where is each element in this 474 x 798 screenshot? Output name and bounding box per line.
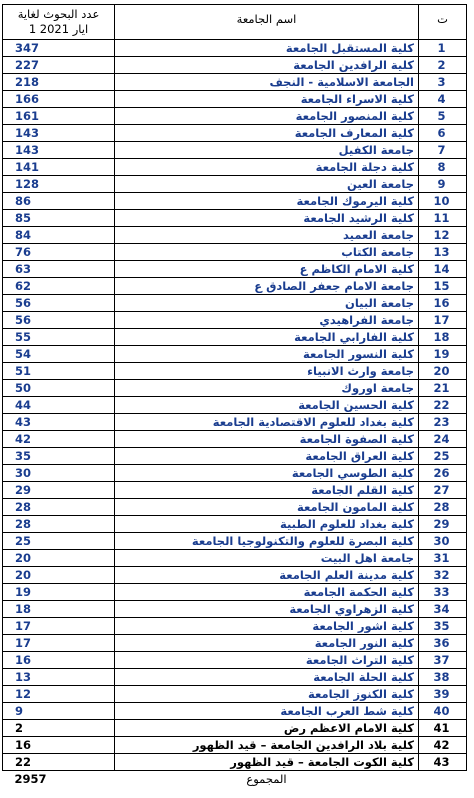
research-count-cell: 54	[3, 346, 115, 363]
table-row	[3, 737, 467, 754]
university-name-cell: كلية مدينة العلم الجامعة	[115, 567, 419, 584]
university-name-cell: الجامعة الاسلامية - النجف	[115, 74, 419, 91]
research-count-cell: 29	[3, 482, 115, 499]
research-count-cell: 62	[3, 278, 115, 295]
university-name-cell: كلية المنصور الجامعة	[115, 108, 419, 125]
university-name-cell: جامعة الفراهيدي	[115, 312, 419, 329]
serial-number-cell: 1	[419, 40, 467, 57]
research-count-cell: 84	[3, 227, 115, 244]
university-name-cell: كلية النسور الجامعة	[115, 346, 419, 363]
university-name-cell: كلية دجلة الجامعة	[115, 159, 419, 176]
serial-number-cell: 32	[419, 567, 467, 584]
table-row	[3, 652, 467, 669]
table-row	[3, 414, 467, 431]
research-count-cell: 22	[3, 754, 115, 771]
serial-number-cell: 35	[419, 618, 467, 635]
university-name-cell: كلية العراق الجامعة	[115, 448, 419, 465]
university-name-cell: جامعة الكفيل	[115, 142, 419, 159]
university-name-cell: كلية اشور الجامعة	[115, 618, 419, 635]
total-empty-cell	[419, 771, 467, 788]
serial-number-cell: 29	[419, 516, 467, 533]
table-row	[3, 686, 467, 703]
serial-number-cell: 26	[419, 465, 467, 482]
university-name-cell: كلية الزهراوي الجامعة	[115, 601, 419, 618]
serial-number-cell: 13	[419, 244, 467, 261]
table-row	[3, 346, 467, 363]
serial-number-cell: 31	[419, 550, 467, 567]
university-name-cell: كلية الكنوز الجامعة	[115, 686, 419, 703]
table-row	[3, 210, 467, 227]
serial-number-cell: 16	[419, 295, 467, 312]
table-row	[3, 329, 467, 346]
research-count-cell: 143	[3, 142, 115, 159]
serial-number-cell: 10	[419, 193, 467, 210]
table-row	[3, 261, 467, 278]
research-count-cell: 35	[3, 448, 115, 465]
research-count-cell: 18	[3, 601, 115, 618]
university-name-cell: كلية بغداد للعلوم الطبية	[115, 516, 419, 533]
table-row	[3, 380, 467, 397]
serial-number-cell: 3	[419, 74, 467, 91]
table-row	[3, 601, 467, 618]
university-name-cell: جامعة اوروك	[115, 380, 419, 397]
serial-number-cell: 23	[419, 414, 467, 431]
university-name-cell: كلية بلاد الرافدين الجامعة – قيد الظهور	[115, 737, 419, 754]
serial-number-cell: 27	[419, 482, 467, 499]
table-row	[3, 720, 467, 737]
table-row	[3, 635, 467, 652]
table-row	[3, 295, 467, 312]
serial-number-cell: 11	[419, 210, 467, 227]
research-count-cell: 17	[3, 618, 115, 635]
table-row	[3, 465, 467, 482]
serial-number-cell: 6	[419, 125, 467, 142]
serial-number-cell: 33	[419, 584, 467, 601]
table-row	[3, 669, 467, 686]
header-count-line2: 1 ايار 2021	[28, 22, 89, 36]
research-count-cell: 20	[3, 550, 115, 567]
table-row	[3, 363, 467, 380]
table-row	[3, 431, 467, 448]
research-count-cell: 56	[3, 295, 115, 312]
university-name-cell: كلية القلم الجامعة	[115, 482, 419, 499]
serial-number-cell: 18	[419, 329, 467, 346]
university-name-cell: جامعة اهل البيت	[115, 550, 419, 567]
serial-number-cell: 22	[419, 397, 467, 414]
total-label: المجموع	[246, 772, 287, 786]
university-name-cell: كلية بغداد للعلوم الاقتصادية الجامعة	[115, 414, 419, 431]
university-name-cell: كلية النور الجامعة	[115, 635, 419, 652]
header-research-count	[3, 5, 115, 40]
research-count-cell: 19	[3, 584, 115, 601]
table-row	[3, 74, 467, 91]
research-count-cell: 227	[3, 57, 115, 74]
serial-number-cell: 8	[419, 159, 467, 176]
table-row	[3, 533, 467, 550]
table-row	[3, 703, 467, 720]
table-row	[3, 397, 467, 414]
header-count-line1: عدد البحوث لغاية	[17, 7, 100, 21]
research-count-cell: 42	[3, 431, 115, 448]
serial-number-cell: 36	[419, 635, 467, 652]
university-name-cell: جامعة العين	[115, 176, 419, 193]
header-university-name: اسم الجامعة	[115, 5, 419, 40]
research-count-cell: 55	[3, 329, 115, 346]
table-row	[3, 91, 467, 108]
university-name-cell: كلية الصفوة الجامعة	[115, 431, 419, 448]
research-count-cell: 28	[3, 516, 115, 533]
university-name-cell: كلية المعارف الجامعة	[115, 125, 419, 142]
research-count-cell: 161	[3, 108, 115, 125]
table-row	[3, 57, 467, 74]
research-count-cell: 30	[3, 465, 115, 482]
table-row	[3, 159, 467, 176]
research-count-cell: 128	[3, 176, 115, 193]
serial-number-cell: 37	[419, 652, 467, 669]
table-row	[3, 448, 467, 465]
serial-number-cell: 24	[419, 431, 467, 448]
serial-number-cell: 2	[419, 57, 467, 74]
university-name-cell: كلية الامام الكاظم ع	[115, 261, 419, 278]
university-name-cell: كلية المستقبل الجامعة	[115, 40, 419, 57]
table-row	[3, 176, 467, 193]
research-count-cell: 51	[3, 363, 115, 380]
serial-number-cell: 25	[419, 448, 467, 465]
research-count-cell: 141	[3, 159, 115, 176]
total-row	[3, 771, 467, 788]
serial-number-cell: 9	[419, 176, 467, 193]
university-name-cell: كلية الرشيد الجامعة	[115, 210, 419, 227]
table-row	[3, 516, 467, 533]
table-row	[3, 567, 467, 584]
table-row	[3, 312, 467, 329]
table-row	[3, 142, 467, 159]
research-count-cell: 43	[3, 414, 115, 431]
university-name-cell: جامعة الامام جعفر الصادق ع	[115, 278, 419, 295]
research-count-cell: 2	[3, 720, 115, 737]
university-name-cell: كلية التراث الجامعة	[115, 652, 419, 669]
research-count-cell: 50	[3, 380, 115, 397]
university-name-cell: كلية البصرة للعلوم والتكنولوجيا الجامعة	[115, 533, 419, 550]
university-name-cell: كلية اليرموك الجامعة	[115, 193, 419, 210]
serial-number-cell: 4	[419, 91, 467, 108]
serial-number-cell: 41	[419, 720, 467, 737]
university-name-cell: كلية الحسين الجامعة	[115, 397, 419, 414]
research-count-cell: 20	[3, 567, 115, 584]
header-serial-number: ت	[419, 5, 467, 40]
research-count-cell: 143	[3, 125, 115, 142]
table-header-row	[3, 5, 467, 40]
research-count-cell: 63	[3, 261, 115, 278]
serial-number-cell: 30	[419, 533, 467, 550]
university-name-cell: جامعة البيان	[115, 295, 419, 312]
university-name-cell: كلية الرافدين الجامعة	[115, 57, 419, 74]
table-row	[3, 244, 467, 261]
university-name-cell: جامعة وارث الانبياء	[115, 363, 419, 380]
research-count-cell: 28	[3, 499, 115, 516]
research-count-cell: 86	[3, 193, 115, 210]
table-row	[3, 125, 467, 142]
university-name-cell: كلية شط العرب الجامعة	[115, 703, 419, 720]
universities-table	[2, 4, 467, 787]
table-row	[3, 278, 467, 295]
research-count-cell: 12	[3, 686, 115, 703]
university-name-cell: كلية الامام الاعظم رض	[115, 720, 419, 737]
serial-number-cell: 39	[419, 686, 467, 703]
serial-number-cell: 15	[419, 278, 467, 295]
university-name-cell: كلية الحكمة الجامعة	[115, 584, 419, 601]
research-count-cell: 44	[3, 397, 115, 414]
table-row	[3, 499, 467, 516]
table-row	[3, 227, 467, 244]
university-name-cell: كلية الاسراء الجامعة	[115, 91, 419, 108]
research-count-cell: 16	[3, 652, 115, 669]
university-name-cell: كلية الحلة الجامعة	[115, 669, 419, 686]
serial-number-cell: 40	[419, 703, 467, 720]
research-count-cell: 16	[3, 737, 115, 754]
research-count-cell: 9	[3, 703, 115, 720]
research-count-cell: 347	[3, 40, 115, 57]
serial-number-cell: 28	[419, 499, 467, 516]
research-count-cell: 166	[3, 91, 115, 108]
serial-number-cell: 19	[419, 346, 467, 363]
serial-number-cell: 34	[419, 601, 467, 618]
serial-number-cell: 43	[419, 754, 467, 771]
table-row	[3, 754, 467, 771]
research-count-cell: 76	[3, 244, 115, 261]
table-row	[3, 618, 467, 635]
university-name-cell: جامعة الكتاب	[115, 244, 419, 261]
research-count-cell: 17	[3, 635, 115, 652]
serial-number-cell: 17	[419, 312, 467, 329]
university-name-cell: كلية الكوت الجامعة – قيد الظهور	[115, 754, 419, 771]
table-row	[3, 108, 467, 125]
table-row	[3, 584, 467, 601]
table-row	[3, 550, 467, 567]
total-value: 2957	[14, 772, 47, 786]
research-count-cell: 56	[3, 312, 115, 329]
research-count-cell: 13	[3, 669, 115, 686]
serial-number-cell: 42	[419, 737, 467, 754]
table-row	[3, 40, 467, 57]
serial-number-cell: 21	[419, 380, 467, 397]
serial-number-cell: 14	[419, 261, 467, 278]
university-name-cell: كلية الطوسي الجامعة	[115, 465, 419, 482]
research-count-cell: 218	[3, 74, 115, 91]
research-count-cell: 25	[3, 533, 115, 550]
table-row	[3, 193, 467, 210]
serial-number-cell: 7	[419, 142, 467, 159]
table-body	[3, 40, 467, 771]
university-name-cell: كلية الفارابي الجامعة	[115, 329, 419, 346]
serial-number-cell: 12	[419, 227, 467, 244]
research-count-cell: 85	[3, 210, 115, 227]
serial-number-cell: 38	[419, 669, 467, 686]
serial-number-cell: 5	[419, 108, 467, 125]
university-name-cell: كلية المامون الجامعة	[115, 499, 419, 516]
serial-number-cell: 20	[419, 363, 467, 380]
university-name-cell: جامعة العميد	[115, 227, 419, 244]
table-row	[3, 482, 467, 499]
